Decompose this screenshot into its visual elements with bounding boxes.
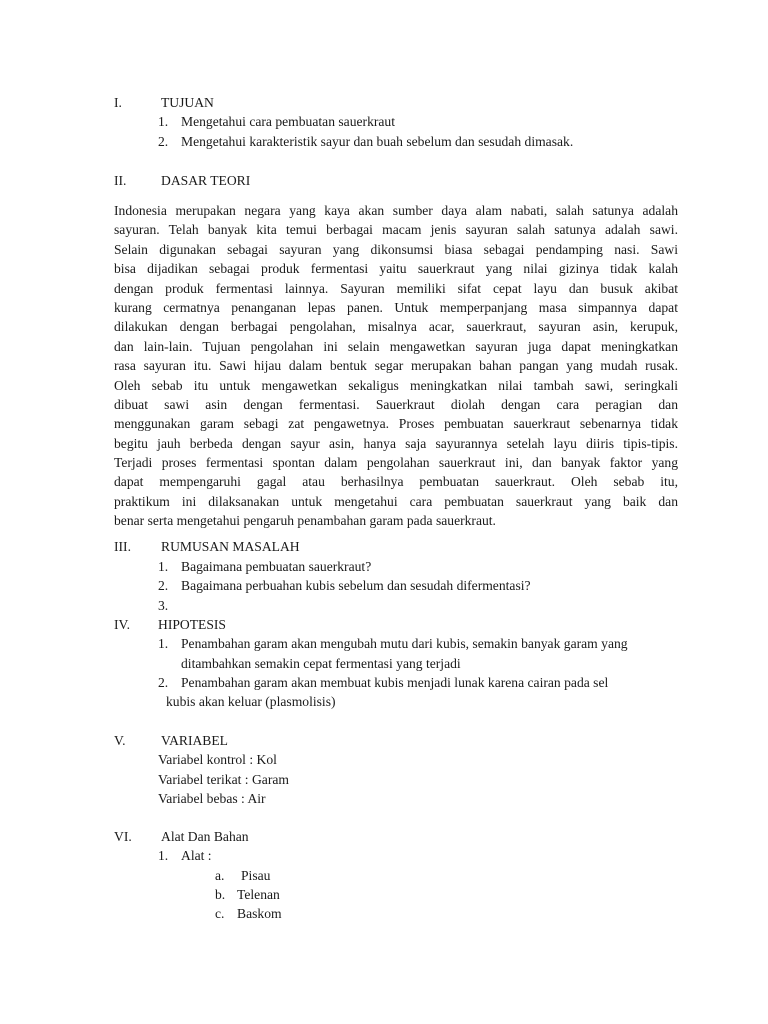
list-number: 1.: [158, 848, 169, 863]
list-letter: a.: [215, 868, 225, 883]
paragraph-line: dapat mempengaruhi gagal atau berhasilnya pembuatan sauerkraut. Oleh sebab itu,: [114, 474, 678, 490]
section-numeral: IV.: [114, 617, 130, 632]
paragraph-line: Terjadi proses fermentasi spontan dalam pengolahan sauerkraut ini, dan banyak faktor yang: [114, 455, 678, 471]
paragraph-line: dibuat sawi asin dengan fermentasi. Sauerkraut diolah dengan cara peragian dan: [114, 396, 678, 412]
section-numeral: II.: [114, 173, 127, 188]
paragraph-line: Selain digunakan sebagai sayuran yang dikonsumsi biasa sebagai pendamping nasi. Sawi: [114, 241, 678, 257]
list-item: Mengetahui karakteristik sayur dan buah sebelum dan sesudah dimasak.: [181, 134, 574, 149]
section-title-alat-dan-bahan: Alat Dan Bahan: [161, 829, 249, 844]
paragraph-line: Indonesia merupakan negara yang kaya akan sumber daya alam nabati, salah satunya adalah: [114, 203, 678, 218]
paragraph-line: sayuran. Telah banyak kita temui berbagai macam jenis sayuran salah satunya adalah sawi.: [114, 222, 678, 238]
section-title-hipotesis: HIPOTESIS: [158, 617, 226, 632]
paragraph-line: dan lain-lain. Tujuan pengolahan ini selain mengawetkan sayuran juga dapat meningkatkan: [114, 338, 678, 354]
paragraph-line: rasa sayuran itu. Sawi hijau dalam bentuk segar merupakan bahan pangan yang mudah rusak.: [114, 358, 678, 374]
list-item-continuation: kubis akan keluar (plasmolisis): [166, 694, 336, 709]
variable-line: Variabel bebas : Air: [158, 791, 266, 806]
paragraph-line: benar serta mengetahui pengaruh penambahan garam pada sauerkraut.: [114, 513, 496, 529]
list-item: Telenan: [237, 887, 280, 902]
list-number: 2.: [158, 675, 169, 690]
list-item: Mengetahui cara pembuatan sauerkraut: [181, 114, 396, 129]
section-numeral: III.: [114, 539, 131, 554]
list-item-continuation: ditambahkan semakin cepat fermentasi yang terjadi: [181, 656, 461, 671]
paragraph-line: begitu jauh berbeda dengan sayur asin, hanya saja sayurannya setelah layu diiris tipis-tipis.: [114, 435, 678, 451]
list-item: Bagaimana pembuatan sauerkraut?: [181, 559, 372, 574]
paragraph-line: dengan produk fermentasi lainnya. Sayuran memiliki sifat cepat layu dan busuk akibat: [114, 280, 678, 296]
section-numeral: I.: [114, 95, 122, 110]
paragraph-line: Oleh sebab itu untuk mengawetkan sekaligus meningkatkan nilai tambah sawi, seringkali: [114, 377, 678, 393]
list-number: 3.: [158, 598, 169, 613]
list-letter: b.: [215, 887, 226, 902]
section-title-dasar-teori: DASAR TEORI: [161, 173, 251, 188]
paragraph-line: bisa dijadikan sebagai produk fermentasi yaitu sauerkraut yang nilai gizinya tidak kalah: [114, 261, 678, 277]
variable-line: Variabel terikat : Garam: [158, 772, 289, 787]
paragraph-line: menggunakan garam sebagi zat pengawetnya. Proses pembuatan sauerkraut sebenarnya tidak: [114, 416, 678, 432]
section-title-tujuan: TUJUAN: [161, 95, 214, 110]
section-title-variabel: VARIABEL: [161, 733, 228, 748]
list-number: 1.: [158, 559, 169, 574]
list-letter: c.: [215, 906, 225, 921]
list-item: Penambahan garam akan membuat kubis menjadi lunak karena cairan pada sel: [181, 675, 609, 690]
list-item: Penambahan garam akan mengubah mutu dari kubis, semakin banyak garam yang: [181, 636, 628, 651]
list-item: Baskom: [237, 906, 282, 921]
paragraph-line: kurang cermatnya penanganan lepas panen. Untuk memperpanjang masa simpannya dapat: [114, 299, 678, 315]
section-title-rumusan-masalah: RUMUSAN MASALAH: [161, 539, 300, 554]
list-item: Pisau: [241, 868, 271, 883]
list-number: 2.: [158, 578, 169, 593]
dasar-teori-paragraph: [114, 201, 678, 531]
list-number: 1.: [158, 636, 169, 651]
section-numeral: V.: [114, 733, 126, 748]
list-number: 2.: [158, 134, 169, 149]
paragraph-line: dilakukan dengan berbagai pengolahan, misalnya acar, sauerkraut, sayuran asin, kerupuk,: [114, 319, 678, 335]
list-item: Bagaimana perbuahan kubis sebelum dan sesudah difermentasi?: [181, 578, 531, 593]
subsection-label: Alat :: [181, 848, 212, 863]
list-number: 1.: [158, 114, 169, 129]
paragraph-line: praktikum ini dilaksanakan untuk mengetahui cara pembuatan sauerkraut yang baik dan: [114, 493, 678, 509]
section-numeral: VI.: [114, 829, 132, 844]
variable-line: Variabel kontrol : Kol: [158, 752, 277, 767]
